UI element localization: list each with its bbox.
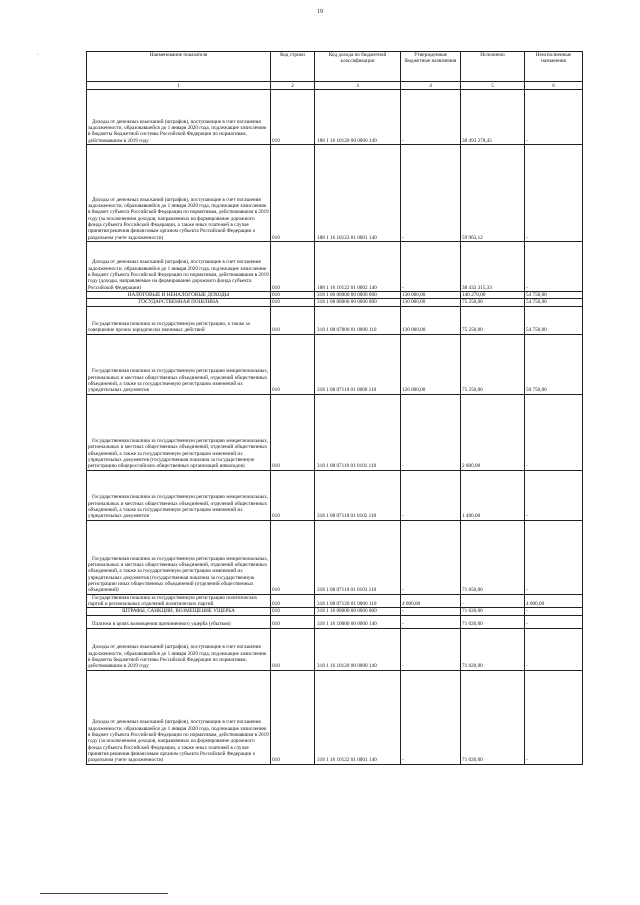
row-line-code: 010 — [271, 628, 315, 670]
row-approved: - — [401, 608, 461, 615]
row-approved: 126 000,00 — [401, 334, 461, 394]
header-name: Наименование показателя — [87, 52, 271, 82]
row-name: Доходы от денежных взысканий (штрафов), поступающие в счет погашения задолженности, образовавшейся до 1 января 2020 года, подлежащие зачислению в бюджеты бюджетной системы Российской Федерации по нормативам, действовавшим в 2019 году — [87, 628, 271, 670]
row-name: Государственная пошлина за государственную регистрацию межрегиональных, региональных и местных общественных объединений, отделений общественных объединений, а также за государственную регистрацию изменений их учредительных документов (государственная пошлина за государственную регистрацию иных общественных объединений (отделений общественных объединений) — [87, 520, 271, 594]
table-row — [87, 670, 583, 764]
row-line-code: 010 — [271, 145, 315, 242]
table-row — [87, 334, 583, 394]
row-line-code: 010 — [271, 470, 315, 520]
row-income-code: 318 1 00 00000 00 0000 000 — [315, 292, 401, 299]
column-number-row — [87, 82, 583, 90]
row-executed: 38 433 315,33 — [461, 242, 525, 292]
row-line-code: 010 — [271, 608, 315, 615]
header-executed: Исполнено — [461, 52, 525, 82]
row-line-code: 010 — [271, 90, 315, 145]
row-approved: - — [401, 394, 461, 470]
row-unexecuted: - — [525, 608, 583, 615]
row-approved: - — [401, 615, 461, 628]
row-line-code: 010 — [271, 520, 315, 594]
table-row — [87, 145, 583, 242]
row-income-code: 188 1 16 10120 00 0000 140 — [315, 90, 401, 145]
header-line-code: Код строки — [271, 52, 315, 82]
table-row — [87, 292, 583, 299]
row-unexecuted: - — [525, 145, 583, 242]
row-unexecuted: - — [525, 615, 583, 628]
row-approved: - — [401, 520, 461, 594]
row-approved: - — [401, 145, 461, 242]
row-approved: 130 000,00 — [401, 299, 461, 306]
row-executed: 38 493 278,45 — [461, 90, 525, 145]
row-unexecuted: 4 000,00 — [525, 594, 583, 608]
row-unexecuted: 54 750,00 — [525, 292, 583, 299]
row-executed: 71 050,00 — [461, 520, 525, 594]
row-executed: 71 020,00 — [461, 670, 525, 764]
row-income-code: 318 1 08 07110 01 0102 110 — [315, 470, 401, 520]
row-executed: 75 250,00 — [461, 306, 525, 334]
row-approved: - — [401, 242, 461, 292]
column-number: 2 — [271, 82, 315, 90]
column-number: 1 — [87, 82, 271, 90]
row-unexecuted: 50 750,00 — [525, 334, 583, 394]
row-unexecuted: 54 750,00 — [525, 306, 583, 334]
header-unexecuted: Неисполненные назначения — [525, 52, 583, 82]
row-unexecuted: - — [525, 670, 583, 764]
row-executed: 1 400,00 — [461, 470, 525, 520]
table-row — [87, 90, 583, 145]
row-name: Государственная пошлина за государственную регистрацию межрегиональных, региональных и местных общественных объединений, отделений общественных объединений, а также за государственную регистрацию изменений их учредительных документов — [87, 470, 271, 520]
row-line-code: 010 — [271, 394, 315, 470]
table-row — [87, 520, 583, 594]
row-line-code: 010 — [271, 306, 315, 334]
table-row — [87, 594, 583, 608]
row-line-code: 010 — [271, 292, 315, 299]
row-income-code: 318 1 08 07120 01 0000 110 — [315, 594, 401, 608]
page-number: 19 — [317, 9, 323, 15]
row-income-code: 318 1 08 07110 01 0000 110 — [315, 334, 401, 394]
row-name: ШТРАФЫ, САНКЦИИ, ВОЗМЕЩЕНИЕ УЩЕРБА — [87, 608, 271, 615]
row-income-code: 318 1 16 10122 01 0001 140 — [315, 670, 401, 764]
row-name: Государственная пошлина за государственную регистрацию межрегиональных, региональных и местных общественных объединений, отделений общественных объединений, а также за государственную регистрацию изменений их учредительных документов (государственная пошлина за государственную регистрацию общероссийских общественных организаций инвалидов) — [87, 394, 271, 470]
row-executed: 2 800,00 — [461, 394, 525, 470]
row-unexecuted: 54 750,00 — [525, 299, 583, 306]
table-row — [87, 628, 583, 670]
row-approved: - — [401, 670, 461, 764]
row-executed: 71 020,00 — [461, 608, 525, 615]
row-unexecuted: - — [525, 394, 583, 470]
row-unexecuted: - — [525, 470, 583, 520]
row-line-code: 010 — [271, 594, 315, 608]
row-line-code: 010 — [271, 334, 315, 394]
row-line-code: 010 — [271, 615, 315, 628]
row-income-code: 318 1 16 10000 00 0000 140 — [315, 615, 401, 628]
row-executed: 75 250,00 — [461, 334, 525, 394]
row-income-code: 318 1 08 07110 01 0101 110 — [315, 394, 401, 470]
row-executed: 71 020,00 — [461, 615, 525, 628]
column-number: 3 — [315, 82, 401, 90]
row-executed: 59 963,12 — [461, 145, 525, 242]
row-unexecuted: - — [525, 90, 583, 145]
header-row — [87, 52, 583, 82]
row-executed: 75 250,00 — [461, 299, 525, 306]
row-income-code: 188 1 16 10122 01 0002 140 — [315, 242, 401, 292]
row-approved: - — [401, 90, 461, 145]
row-unexecuted: - — [525, 242, 583, 292]
row-income-code: 318 1 16 10120 00 0000 140 — [315, 628, 401, 670]
row-name: Доходы от денежных взысканий (штрафов), поступающие в счет погашения задолженности, образовавшейся до 1 января 2020 года, подлежащие зачислению в бюджет субъекта Российской Федерации по нормативам, действовавшим в 2019 году (за исключением доходов, направляемых на формирование дорожного фонда субъекта Российской Федерации, а также иных платежей в случае принятия решения финансовым органом субъекта Российской Федерации о раздельном учете задолженности) — [87, 145, 271, 242]
column-number: 6 — [525, 82, 583, 90]
row-name: Государственная пошлина за государственную регистрацию, а также за совершение прочих юридически значимых действий — [87, 306, 271, 334]
row-executed: 146 270,00 — [461, 292, 525, 299]
row-unexecuted: - — [525, 628, 583, 670]
row-name: Государственная пошлина за государственную регистрацию политических партий и региональных отделений политических партий — [87, 594, 271, 608]
row-name: НАЛОГОВЫЕ И НЕНАЛОГОВЫЕ ДОХОДЫ — [87, 292, 271, 299]
row-name: ГОСУДАРСТВЕННАЯ ПОШЛИНА — [87, 299, 271, 306]
table-row — [87, 306, 583, 334]
table-row — [87, 242, 583, 292]
table-body — [87, 90, 583, 765]
row-approved: - — [401, 628, 461, 670]
row-name: Доходы от денежных взысканий (штрафов), поступающие в счет погашения задолженности, образовавшейся до 1 января 2020 года, подлежащие зачислению в бюджет субъекта Российской Федерации по нормативам, действовавшим в 2019 году (за исключением доходов, направляемых на формирование дорожного фонда субъекта Российской Федерации, а также иных платежей в случае принятия решения финансовым органом субъекта Российской Федерации о раздельном учете задолженности) — [87, 670, 271, 764]
row-name: Государственная пошлина за государственную регистрацию межрегиональных, региональных и местных общественных объединений, отделений общественных объединений, а также за государственную регистрацию изменений их учредительных документов — [87, 334, 271, 394]
row-line-code: 010 — [271, 242, 315, 292]
row-name: Доходы от денежных взысканий (штрафов), поступающие в счет погашения задолженности, образовавшейся до 1 января 2020 года, подлежащие зачислению в бюджет субъекта Российской Федерации по нормативам, действовавшим в 2019 году (доходы, направляемые на формирование дорожного фонда субъекта Российской Федерации) — [87, 242, 271, 292]
row-approved: 4 000,00 — [401, 594, 461, 608]
table-row — [87, 470, 583, 520]
row-approved: 130 000,00 — [401, 306, 461, 334]
column-number: 5 — [461, 82, 525, 90]
row-income-code: 318 1 16 00000 00 0000 000 — [315, 608, 401, 615]
column-number: 4 — [401, 82, 461, 90]
row-line-code: 010 — [271, 299, 315, 306]
header-income-code: Код дохода по бюджетной классификации — [315, 52, 401, 82]
row-unexecuted: - — [525, 520, 583, 594]
row-name: Платежи в целях возмещения причиненного ущерба (убытков) — [87, 615, 271, 628]
row-executed: 71 020,00 — [461, 628, 525, 670]
row-line-code: 010 — [271, 670, 315, 764]
margin-mark: · — [37, 52, 39, 58]
header-approved: Утвержденные бюджетные назначения — [401, 52, 461, 82]
row-executed: - — [461, 594, 525, 608]
row-income-code: 318 1 08 00000 00 0000 000 — [315, 299, 401, 306]
row-approved: 130 000,00 — [401, 292, 461, 299]
table-row — [87, 299, 583, 306]
row-approved: - — [401, 470, 461, 520]
row-income-code: 318 1 08 07110 01 0103 110 — [315, 520, 401, 594]
row-income-code: 318 1 08 07000 01 0000 110 — [315, 306, 401, 334]
row-income-code: 188 1 16 10122 01 0001 140 — [315, 145, 401, 242]
table-row — [87, 615, 583, 628]
footnote-rule — [40, 893, 168, 894]
row-name: Доходы от денежных взысканий (штрафов), поступающие в счет погашения задолженности, образовавшейся до 1 января 2020 года, подлежащие зачислению в бюджеты бюджетной системы Российской Федерации по нормативам, действовавшим в 2019 году — [87, 90, 271, 145]
revenue-table — [86, 51, 583, 765]
table-row — [87, 608, 583, 615]
table-row — [87, 394, 583, 470]
